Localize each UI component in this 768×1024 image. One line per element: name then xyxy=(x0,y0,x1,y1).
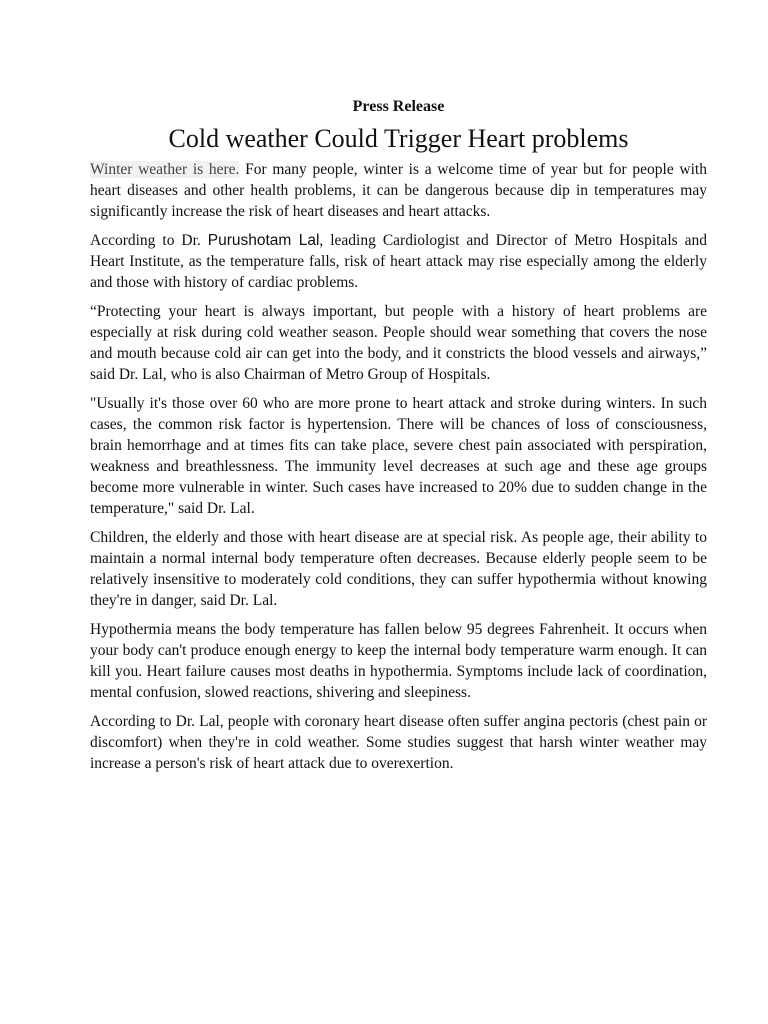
paragraph-special-risk: Children, the elderly and those with heart disease are at special risk. As people age, their ability to maintain a normal internal body temperature often decreases. Because elderly people seem to be relatively insensitive to moderately cold conditions, they can suffer hypothermia without knowing they're in danger, said Dr. Lal. xyxy=(90,529,707,609)
paragraph-cardiologist-text: , leading Cardiologist and Director of Metro Hospitals and Heart Institute, as the temperature falls, risk of heart attack may rise especially among the elderly and those with history of cardiac problems. xyxy=(90,232,707,291)
paragraph-angina: According to Dr. Lal, people with coronary heart disease often suffer angina pectoris (chest pain or discomfort) when they're in cold weather. Some studies suggest that harsh winter weather may increase a person's risk of heart attack due to overexertion. xyxy=(90,713,707,772)
paragraph-cardiologist xyxy=(90,230,707,293)
press-release-label: Press Release xyxy=(352,98,445,115)
paragraph-intro xyxy=(90,159,707,222)
document-title: Cold weather Could Trigger Heart problems xyxy=(168,124,629,153)
highlighted-text: Winter weather is here. xyxy=(90,161,240,178)
paragraph-intro-text: For many people, winter is a welcome time of year but for people with heart diseases and other health problems, it can be dangerous because dip in temperatures may significantly increase the risk of heart diseases and heart attacks. xyxy=(90,161,707,220)
paragraph-hypothermia: Hypothermia means the body temperature has fallen below 95 degrees Fahrenheit. It occurs when your body can't produce enough energy to keep the internal body temperature warm enough. It can kill you. Heart failure causes most deaths in hypothermia. Symptoms include lack of coordination, mental confusion, slowed reactions, shivering and sleepiness. xyxy=(90,621,707,701)
paragraph-quote-protecting: “Protecting your heart is always important, but people with a history of heart problems are especially at risk during cold weather season. People should wear something that covers the nose and mouth because cold air can get into the body, and it constricts the blood vessels and airways,” said Dr. Lal, who is also Chairman of Metro Group of Hospitals. xyxy=(90,303,707,383)
doctor-name: Purushotam Lal xyxy=(207,232,320,249)
paragraph-cardiologist-lead: According to Dr. xyxy=(90,232,208,249)
paragraph-quote-over-60: "Usually it's those over 60 who are more prone to heart attack and stroke during winters. In such cases, the common risk factor is hypertension. There will be chances of loss of consciousness, brain hemorrhage and at times fits can take place, severe chest pain associated with perspiration, weakness and breathlessness. The immunity level decreases at such age and these age groups become more vulnerable in winter. Such cases have increased to 20% due to sudden change in the temperature," said Dr. Lal. xyxy=(90,395,707,517)
document-page xyxy=(90,96,707,782)
